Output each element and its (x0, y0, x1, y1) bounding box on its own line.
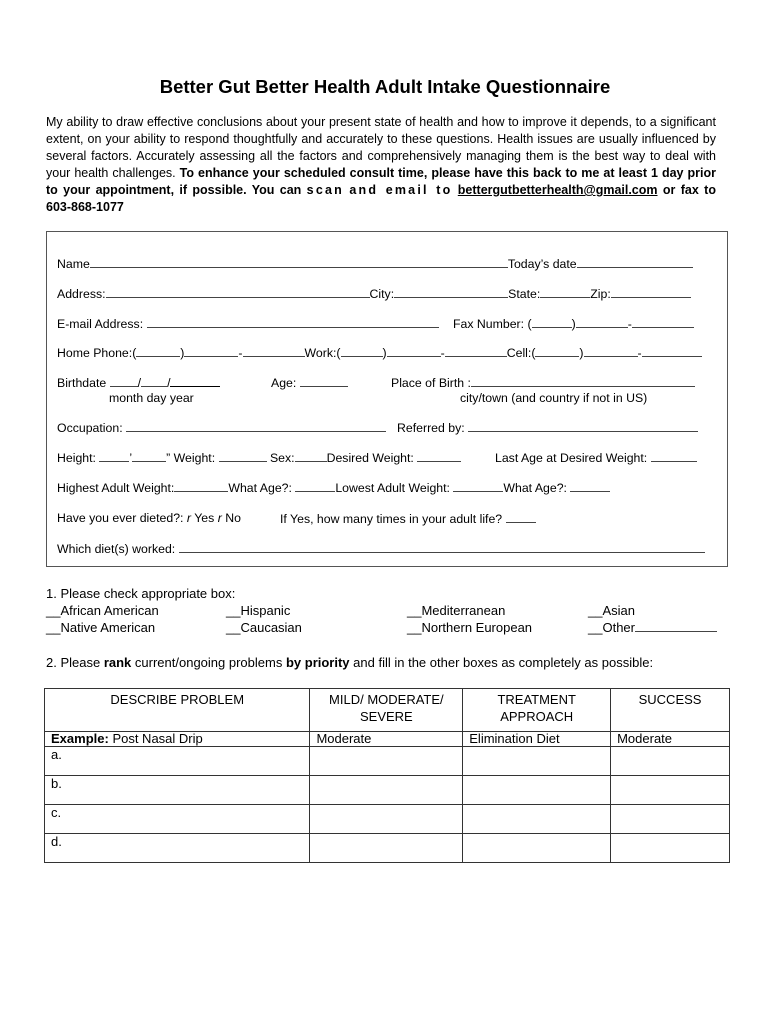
treatment-cell-b[interactable] (463, 776, 611, 805)
treatment-cell-a[interactable] (463, 747, 611, 776)
table-row (45, 834, 730, 863)
city-label: City: (369, 287, 395, 301)
sex-label: Sex: (269, 451, 295, 465)
weight-history-row (57, 480, 610, 495)
place-of-birth-field[interactable] (471, 375, 695, 387)
fax-line-field[interactable] (632, 316, 694, 328)
option-label: Asian (602, 603, 635, 618)
page-title: Better Gut Better Health Adult Intake Questionnaire (159, 76, 611, 97)
option-label: African American (60, 603, 159, 618)
blank-1: __ (46, 603, 61, 618)
problems-heading-rank: rank (103, 655, 132, 670)
success-cell-a[interactable] (611, 747, 730, 776)
cell-label: Cell:( (506, 346, 536, 360)
city-town-hint: city/town (and country if not in US) (460, 391, 648, 405)
blank-7: __ (407, 620, 422, 635)
referred-by-label: Referred by: (397, 421, 465, 435)
no-label: No (225, 511, 241, 525)
option-native-american[interactable] (46, 620, 155, 635)
home-dash: - (238, 346, 243, 360)
name-label: Name (57, 257, 90, 271)
header-severity: MILD/ MODERATE/ SEVERE (310, 689, 463, 732)
treatment-cell-c[interactable] (463, 805, 611, 834)
other-field[interactable] (635, 620, 717, 632)
highest-weight-label: Highest Adult Weight: (57, 481, 175, 495)
work-line-field[interactable] (445, 345, 507, 357)
todays-date-label: Today’s date (507, 257, 577, 271)
desired-weight-field[interactable] (417, 450, 461, 462)
option-african-american[interactable] (46, 603, 159, 618)
option-caucasian[interactable] (226, 620, 302, 635)
diets-worked-label: Which diet(s) worked: (57, 542, 176, 556)
table-row (45, 776, 730, 805)
blank-5: __ (46, 620, 61, 635)
times-label: If Yes, how many times in your adult life? (280, 512, 503, 526)
fax-prefix-field[interactable] (576, 316, 628, 328)
cell-line-field[interactable] (642, 345, 702, 357)
blank-3: __ (407, 603, 422, 618)
blank-8: __ (588, 620, 603, 635)
city-field[interactable] (394, 286, 508, 298)
example-label: Example: (51, 731, 109, 746)
occupation-field[interactable] (126, 420, 386, 432)
fax-paren: ) (571, 317, 576, 331)
inch-mark: ” (166, 451, 171, 465)
option-label: Caucasian (240, 620, 302, 635)
home-prefix-field[interactable] (184, 345, 238, 357)
occupation-label: Occupation: (57, 421, 123, 435)
what-age-label-2: What Age?: (503, 481, 567, 495)
home-line-field[interactable] (243, 345, 305, 357)
severity-cell-a[interactable] (310, 747, 463, 776)
highest-age-field[interactable] (295, 480, 335, 492)
blank-2: __ (226, 603, 241, 618)
name-row (57, 256, 693, 271)
table-row (45, 747, 730, 776)
work-area-field[interactable] (341, 345, 383, 357)
intro-scan: scan (306, 183, 344, 197)
email-label: E-mail Address: (57, 317, 144, 331)
age-row (271, 375, 348, 390)
example-problem: Post Nasal Drip (112, 731, 203, 746)
intro-instructions: To enhance your scheduled consult time, please have this back to me at least 1 day prior to your appointment, if possible. You can (46, 166, 716, 197)
example-success: Moderate (611, 732, 730, 747)
diets-worked-row (57, 541, 705, 556)
fax-row (453, 316, 694, 331)
zip-label: Zip: (590, 287, 611, 301)
mdy-hint: month day year (109, 391, 194, 405)
example-problem-cell (45, 732, 310, 747)
blank-4: __ (588, 603, 603, 618)
desired-weight-label: Desired Weight: (326, 451, 414, 465)
place-of-birth-row (391, 375, 695, 390)
email-link[interactable]: bettergutbetterhealth@gmail.com (457, 183, 658, 197)
fax-label: Fax Number: ( (453, 317, 532, 331)
weight-label: Weight: (173, 451, 216, 465)
height-feet-field[interactable] (99, 450, 129, 462)
option-label: Mediterranean (421, 603, 506, 618)
weight-field[interactable] (219, 450, 267, 462)
option-label: Other (602, 620, 635, 635)
problem-cell-a[interactable]: a. (45, 747, 310, 776)
zip-field[interactable] (611, 286, 691, 298)
problem-cell-b[interactable]: b. (45, 776, 310, 805)
header-treatment: TREATMENT APPROACH (463, 689, 611, 732)
example-treatment: Elimination Diet (463, 732, 611, 747)
email-row (57, 316, 439, 331)
age-field[interactable] (300, 375, 348, 387)
email-field[interactable] (147, 316, 439, 328)
problems-heading (46, 655, 653, 670)
treatment-cell-d[interactable] (463, 834, 611, 863)
option-label: Native American (60, 620, 156, 635)
option-label: Hispanic (240, 603, 291, 618)
work-label: Work:( (304, 346, 341, 360)
blank-6: __ (226, 620, 241, 635)
no-checkbox[interactable]: r (217, 511, 222, 525)
lowest-age-field[interactable] (570, 480, 610, 492)
height-label: Height: (57, 451, 96, 465)
problem-cell-c[interactable]: c. (45, 805, 310, 834)
fax-area-field[interactable] (532, 316, 572, 328)
diets-worked-field[interactable] (179, 541, 705, 553)
severity-cell-d[interactable] (310, 834, 463, 863)
birth-day-field[interactable] (141, 375, 167, 387)
birthdate-row (57, 375, 220, 390)
option-northern-european[interactable] (407, 620, 532, 635)
age-label: Age: (271, 376, 297, 390)
work-prefix-field[interactable] (387, 345, 441, 357)
intro-text: My ability to draw effective conclusions about your present state of health and how to improve it depends, to a significant extent, on your ability to respond thoughtfully and accurately to these questions. Health issues are usually influenced by several factors. Accurately assessing all the factors and comprehensively managing them is the best way to deal with your health challenges. (46, 115, 716, 180)
option-asian[interactable] (588, 603, 635, 618)
height-weight-row (57, 450, 461, 465)
referred-by-field[interactable] (468, 420, 698, 432)
personal-info-box (46, 231, 728, 567)
birth-slash-1: / (137, 376, 142, 390)
address-field[interactable] (106, 286, 370, 298)
intro-and-email: and email to (349, 183, 453, 197)
address-label: Address: (57, 287, 106, 301)
name-field[interactable] (90, 256, 508, 268)
example-row (45, 732, 730, 747)
cell-paren: ) (579, 346, 584, 360)
example-severity: Moderate (310, 732, 463, 747)
home-paren: ) (180, 346, 185, 360)
header-describe-problem: DESCRIBE PROBLEM (45, 689, 310, 732)
yes-checkbox[interactable]: r (186, 511, 191, 525)
last-age-label: Last Age at Desired Weight: (495, 451, 648, 465)
home-phone-label: Home Phone:( (57, 346, 137, 360)
problems-heading-mid: current/ongoing problems (134, 655, 283, 670)
severity-cell-c[interactable] (310, 805, 463, 834)
birth-slash-2: / (167, 376, 171, 390)
home-area-field[interactable] (136, 345, 180, 357)
success-cell-d[interactable] (611, 834, 730, 863)
what-age-label-1: What Age?: (228, 481, 292, 495)
feet-mark: ’ (129, 451, 133, 465)
problems-heading-pre: 2. Please (46, 655, 101, 670)
state-field[interactable] (540, 286, 590, 298)
option-other[interactable] (588, 620, 717, 635)
cell-prefix-field[interactable] (584, 345, 638, 357)
success-cell-c[interactable] (611, 805, 730, 834)
lowest-weight-label: Lowest Adult Weight: (335, 481, 450, 495)
lowest-weight-field[interactable] (453, 480, 503, 492)
ethnicity-heading: 1. Please check appropriate box: (46, 586, 236, 601)
birth-year-field[interactable] (170, 375, 220, 387)
last-age-field[interactable] (651, 450, 697, 462)
work-dash: - (440, 346, 445, 360)
state-label: State: (508, 287, 541, 301)
referred-row (397, 420, 698, 435)
yes-label: Yes (194, 511, 215, 525)
times-row (280, 511, 536, 526)
intro-paragraph (46, 114, 716, 216)
problems-table (44, 688, 730, 863)
header-success: SUCCESS (611, 689, 730, 732)
last-age-row (495, 450, 697, 465)
intro-fax: or fax to 603-868-1077 (46, 183, 716, 214)
fax-dash: - (627, 317, 632, 331)
cell-dash: - (637, 346, 642, 360)
option-label: Northern European (421, 620, 533, 635)
height-inches-field[interactable] (132, 450, 166, 462)
address-row (57, 286, 691, 301)
cell-area-field[interactable] (535, 345, 579, 357)
problem-cell-d[interactable]: d. (45, 834, 310, 863)
birth-month-field[interactable] (110, 375, 138, 387)
problems-heading-post: and fill in the other boxes as completely as possible: (353, 655, 654, 670)
sex-field[interactable] (295, 450, 327, 462)
work-paren: ) (382, 346, 387, 360)
times-field[interactable] (506, 511, 536, 523)
occupation-row (57, 420, 386, 435)
birthdate-label: Birthdate (57, 376, 107, 390)
problems-heading-priority: by priority (285, 655, 350, 670)
severity-cell-b[interactable] (310, 776, 463, 805)
table-row (45, 805, 730, 834)
dieted-label: Have you ever dieted?: (57, 511, 184, 525)
place-of-birth-label: Place of Birth : (391, 376, 471, 390)
highest-weight-field[interactable] (174, 480, 228, 492)
option-mediterranean[interactable] (407, 603, 505, 618)
todays-date-field[interactable] (577, 256, 693, 268)
option-hispanic[interactable] (226, 603, 290, 618)
dieted-row (57, 511, 241, 525)
success-cell-b[interactable] (611, 776, 730, 805)
phone-row (57, 345, 702, 360)
